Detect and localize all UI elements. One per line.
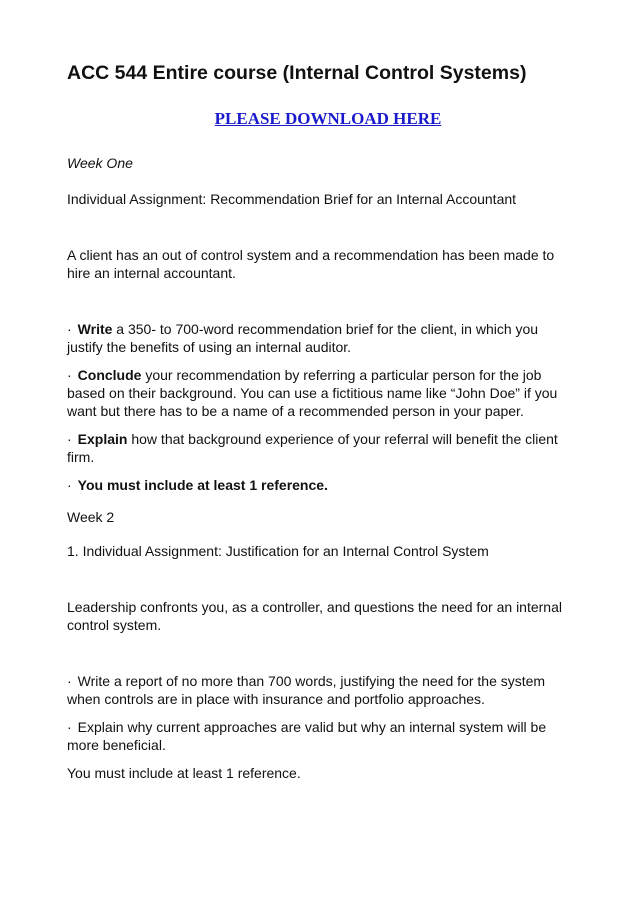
week1-bullet-reference <box>67 476 597 494</box>
bullet-text: based on their background. You can use a fictitious name like “John Doe” if you <box>67 385 558 401</box>
week2-scenario-line: Leadership confronts you, as a controller, and questions the need for an internal <box>67 599 562 615</box>
bullet-text: how that background experience of your referral will benefit the client <box>127 431 558 447</box>
week1-scenario-line: hire an internal accountant. <box>67 265 236 281</box>
week2-bullet-explain <box>67 718 597 754</box>
bullet-text: more beneficial. <box>67 737 166 753</box>
week1-bullet-write <box>67 320 597 356</box>
bullet-keyword: You must include at least 1 reference. <box>77 477 328 493</box>
bullet-dot: · <box>67 477 72 493</box>
bullet-text: Write a report of no more than 700 words, justifying the need for the system <box>77 673 546 689</box>
bullet-keyword: Conclude <box>77 367 142 383</box>
week2-scenario-line: control system. <box>67 617 162 633</box>
bullet-text: justify the benefits of using an internal auditor. <box>67 339 352 355</box>
download-link[interactable]: PLEASE DOWNLOAD HERE <box>214 109 442 128</box>
week1-scenario <box>67 246 597 282</box>
bullet-text: a 350- to 700-word recommendation brief for the client, in which you <box>112 321 539 337</box>
week1-assignment-title: Individual Assignment: Recommendation Brief for an Internal Accountant <box>67 191 517 207</box>
week1-bullet-conclude <box>67 366 597 420</box>
bullet-text: Explain why current approaches are valid but why an internal system will be <box>77 719 547 735</box>
week2-scenario <box>67 598 597 634</box>
bullet-text: when controls are in place with insurance and portfolio approaches. <box>67 691 485 707</box>
bullet-dot: · <box>67 431 72 447</box>
week2-reference-note: You must include at least 1 reference. <box>67 765 301 781</box>
week2-heading: Week 2 <box>67 509 115 525</box>
bullet-keyword: Explain <box>77 431 128 447</box>
bullet-dot: · <box>67 321 72 337</box>
week2-bullet-write <box>67 672 597 708</box>
week1-bullet-explain <box>67 430 597 466</box>
bullet-dot: · <box>67 367 72 383</box>
bullet-dot: · <box>67 673 72 689</box>
bullet-text: firm. <box>67 449 95 465</box>
bullet-text: want but there has to be a name of a recommended person in your paper. <box>67 403 524 419</box>
week2-assignment-title: 1. Individual Assignment: Justification for an Internal Control System <box>67 543 489 559</box>
document-title: ACC 544 Entire course (Internal Control Systems) <box>67 62 527 84</box>
week1-heading: Week One <box>67 155 133 171</box>
bullet-text: your recommendation by referring a particular person for the job <box>141 367 542 383</box>
document-page <box>67 60 597 782</box>
bullet-keyword: Write <box>77 321 113 337</box>
week1-scenario-line: A client has an out of control system and a recommendation has been made to <box>67 247 555 263</box>
bullet-dot: · <box>67 719 72 735</box>
